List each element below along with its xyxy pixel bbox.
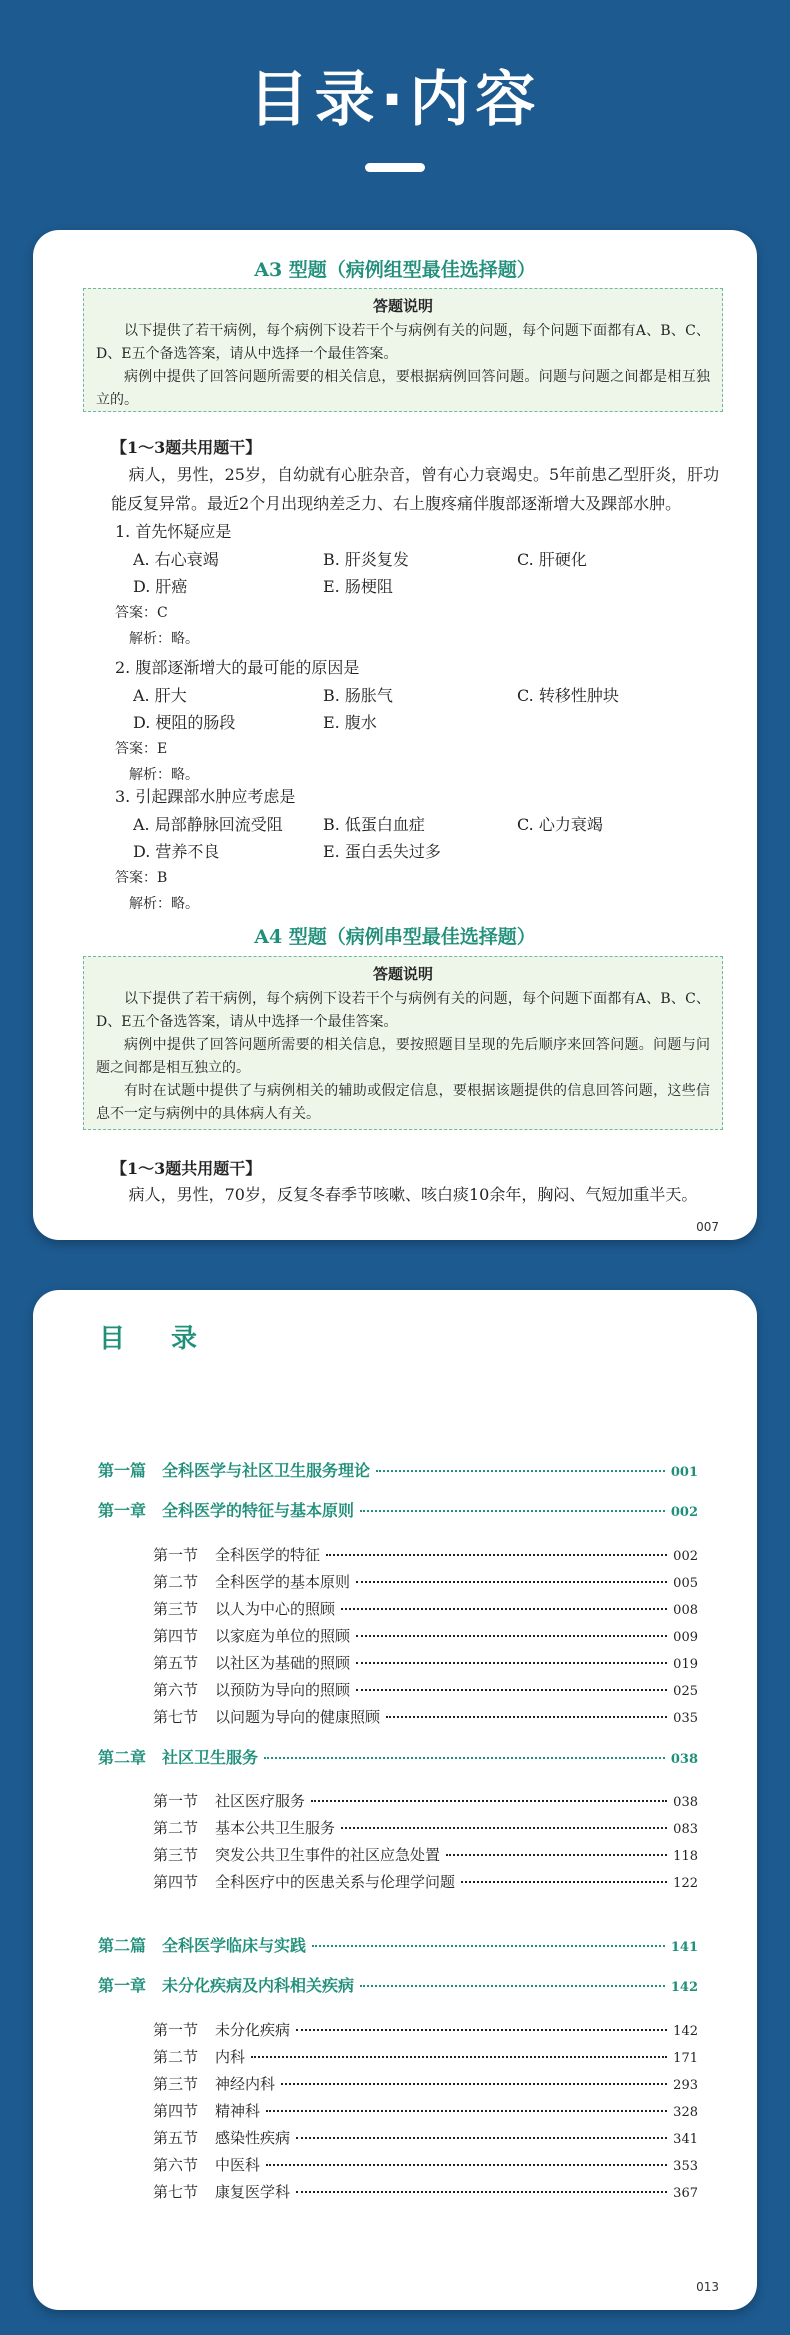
toc-entry-section [153, 1679, 698, 1700]
toc-entry-section [153, 1625, 698, 1646]
toc-section-number: 第一节 [153, 1792, 199, 1810]
analysis-text: 解析：略。 [129, 631, 199, 647]
toc-dot-leader [296, 2137, 667, 2139]
a3-notice-paragraph: 以下提供了若干病例，每个病例下设若干个与病例有关的问题，每个问题下面都有A、B、C、D、E五个备选答案，请从中选择一个最佳答案。 [96, 323, 710, 362]
toc-entry-label: 第二章 社区卫生服务 [98, 1748, 259, 1767]
toc-section-number: 第三节 [153, 1600, 199, 1618]
toc-section-number: 第五节 [153, 1654, 199, 1672]
option-d: D. 营养不良 [133, 842, 220, 861]
answer-text: 答案：B [115, 870, 168, 886]
toc-dot-leader [264, 1757, 665, 1759]
toc-entry-page: 367 [673, 2186, 698, 2201]
toc-entry-label: 以社区为基础的照顾 [215, 1654, 351, 1672]
a4-notice-paragraph: 有时在试题中提供了与病例相关的辅助或假定信息，要根据该题提供的信息回答问题，这些信息不一定与病例中的具体病人有关。 [96, 1083, 710, 1122]
toc-dot-leader [360, 1510, 665, 1512]
toc-dot-leader [326, 1554, 667, 1556]
analysis-text: 解析：略。 [129, 896, 199, 912]
a4-notice-paragraph: 病例中提供了回答问题所需要的相关信息，要按照题目呈现的先后顺序来回答问题。问题与问题之间都是相互独立的。 [96, 1037, 710, 1076]
toc-entry-section [153, 1652, 698, 1673]
sample-page-questions [33, 230, 757, 1240]
page-number: 013 [696, 2280, 719, 2294]
a3-case-text: 病人，男性，25岁，自幼就有心脏杂音，曾有心力衰竭史。5年前患乙型肝炎，肝功能反复异常。最近2个月出现纳差乏力、右上腹疼痛伴腹部逐渐增大及踝部水肿。 [111, 465, 720, 513]
toc-entry-page: 005 [673, 1576, 698, 1591]
toc-section-number: 第一节 [153, 2021, 199, 2039]
a4-notice-paragraph: 以下提供了若干病例，每个病例下设若干个与病例有关的问题，每个问题下面都有A、B、C、D、E五个备选答案，请从中选择一个最佳答案。 [96, 991, 710, 1030]
toc-section-number: 第六节 [153, 2156, 199, 2174]
a4-notice-box [83, 956, 723, 1130]
toc-section-number: 第七节 [153, 2183, 199, 2201]
toc-entry-label: 第一篇 全科医学与社区卫生服务理论 [98, 1461, 371, 1480]
toc-entry-section [153, 1817, 698, 1838]
analysis-text: 解析：略。 [129, 767, 199, 783]
answer-text: 答案：C [115, 605, 168, 621]
question-stem: 3. 引起踝部水肿应考虑是 [115, 787, 296, 806]
toc-dot-leader [376, 1470, 665, 1472]
toc-entry-label: 第一章 全科医学的特征与基本原则 [98, 1501, 355, 1520]
toc-entry-label: 第二篇 全科医学临床与实践 [98, 1936, 307, 1955]
toc-entry-page: 141 [670, 1940, 698, 1955]
toc-dot-leader [296, 2191, 667, 2193]
toc-dot-leader [312, 1945, 665, 1947]
banner-title: 目录·内容 [248, 65, 542, 135]
toc-entry-label: 全科医学的基本原则 [215, 1573, 351, 1591]
option-d: D. 梗阻的肠段 [133, 713, 236, 732]
toc-entry-page: 008 [673, 1603, 698, 1618]
option-b: B. 低蛋白血症 [323, 815, 425, 834]
a3-group-head: 【1～3题共用题干】 [111, 438, 262, 457]
toc-entry-page: 001 [670, 1465, 698, 1480]
a3-question-3 [111, 783, 731, 917]
banner-underline [365, 163, 425, 172]
toc-entry-label: 第一章 未分化疾病及内科相关疾病 [98, 1976, 355, 1995]
toc-section-number: 第三节 [153, 1846, 199, 1864]
toc-section-number: 第三节 [153, 2075, 199, 2093]
table-of-contents-page [33, 1290, 757, 2310]
toc-section-number: 第六节 [153, 1681, 199, 1699]
toc-section-number: 第二节 [153, 2048, 199, 2066]
toc-entry-page: 002 [673, 1549, 698, 1564]
toc-entry-page: 293 [673, 2078, 698, 2093]
toc-section-number: 第七节 [153, 1708, 199, 1726]
toc-dot-leader [266, 2110, 667, 2112]
toc-entry-part [98, 1745, 698, 1768]
a4-notice-title: 答题说明 [372, 965, 433, 983]
toc-entry-page: 025 [673, 1684, 698, 1699]
toc-dot-leader [356, 1581, 667, 1583]
toc-entry-label: 内科 [215, 2048, 246, 2066]
a3-notice-paragraph: 病例中提供了回答问题所需要的相关信息，要根据病例回答问题。问题与问题之间都是相互独立的。 [96, 369, 710, 408]
toc-entry-label: 感染性疾病 [215, 2129, 291, 2147]
toc-dot-leader [356, 1689, 667, 1691]
toc-dot-leader [341, 1608, 667, 1610]
toc-entry-page: 341 [673, 2132, 698, 2147]
a3-question-2 [111, 654, 731, 788]
toc-section-number: 第四节 [153, 1873, 199, 1891]
toc-dot-leader [386, 1716, 667, 1718]
toc-entry-page: 122 [673, 1876, 698, 1891]
toc-entry-page: 019 [673, 1657, 698, 1672]
toc-entry-page: 002 [670, 1505, 698, 1520]
toc-section-number: 第四节 [153, 1627, 199, 1645]
toc-title: 目 录 [99, 1324, 208, 1354]
toc-entry-section [153, 2154, 698, 2175]
option-a: A. 肝大 [133, 686, 187, 705]
toc-entry-section [153, 2073, 698, 2094]
option-e: E. 肠梗阻 [323, 577, 393, 596]
option-d: D. 肝癌 [133, 577, 188, 596]
option-e: E. 腹水 [323, 713, 377, 732]
toc-entry-page: 142 [670, 1980, 698, 1995]
toc-entry-section [153, 2019, 698, 2040]
page-number: 007 [696, 1220, 719, 1234]
toc-entry-section [153, 1706, 698, 1727]
toc-entry-label: 精神科 [215, 2102, 261, 2120]
toc-entry-page: 118 [673, 1849, 698, 1864]
toc-dot-leader [251, 2056, 667, 2058]
question-stem: 1. 首先怀疑应是 [115, 522, 232, 541]
toc-entry-page: 009 [673, 1630, 698, 1645]
a4-case-text: 病人，男性，70岁，反复冬春季节咳嗽、咳白痰10余年，胸闷、气短加重半天。 [128, 1185, 698, 1204]
toc-dot-leader [360, 1985, 665, 1987]
toc-entry-label: 全科医疗中的医患关系与伦理学问题 [215, 1873, 456, 1891]
toc-entry-page: 035 [673, 1711, 698, 1726]
toc-dot-leader [356, 1662, 667, 1664]
toc-entry-section [153, 2127, 698, 2148]
option-a: A. 局部静脉回流受阻 [133, 815, 283, 834]
a3-heading: A3 型题（病例组型最佳选择题） [254, 259, 536, 281]
toc-dot-leader [446, 1854, 667, 1856]
option-c: C. 肝硬化 [517, 550, 587, 569]
toc-entry-label: 基本公共卫生服务 [215, 1819, 336, 1837]
toc-section-number: 第四节 [153, 2102, 199, 2120]
toc-entry-page: 328 [673, 2105, 698, 2120]
toc-entry-part [98, 1498, 698, 1521]
toc-section-number: 第一节 [153, 1546, 199, 1564]
toc-entry-section [153, 1598, 698, 1619]
a3-notice-title: 答题说明 [372, 297, 433, 315]
toc-dot-leader [311, 1800, 667, 1802]
option-c: C. 心力衰竭 [517, 815, 603, 834]
toc-entry-label: 中医科 [215, 2156, 261, 2174]
toc-entry-label: 神经内科 [215, 2075, 276, 2093]
toc-entry-part [98, 1933, 698, 1956]
option-c: C. 转移性肿块 [517, 686, 619, 705]
toc-dot-leader [461, 1881, 667, 1883]
toc-entry-page: 353 [673, 2159, 698, 2174]
toc-entry-label: 以人为中心的照顾 [215, 1600, 336, 1618]
toc-entry-section [153, 1790, 698, 1811]
toc-dot-leader [266, 2164, 667, 2166]
toc-entry-label: 康复医学科 [215, 2183, 291, 2201]
a4-heading: A4 型题（病例串型最佳选择题） [254, 926, 536, 948]
toc-dot-leader [356, 1635, 667, 1637]
toc-entry-label: 社区医疗服务 [215, 1792, 306, 1810]
toc-entry-section [153, 1844, 698, 1865]
toc-entry-section [153, 2100, 698, 2121]
a4-group-head: 【1～3题共用题干】 [111, 1159, 262, 1178]
toc-entry-section [153, 2181, 698, 2202]
banner [0, 0, 790, 230]
toc-section-number: 第五节 [153, 2129, 199, 2147]
toc-entry-page: 171 [673, 2051, 698, 2066]
toc-entry-part [98, 1458, 698, 1481]
toc-entry-section [153, 1871, 698, 1892]
option-a: A. 右心衰竭 [133, 550, 219, 569]
option-e: E. 蛋白丢失过多 [323, 842, 441, 861]
toc-entry-label: 以问题为导向的健康照顾 [215, 1708, 381, 1726]
toc-entry-page: 083 [673, 1822, 698, 1837]
toc-entry-label: 以预防为导向的照顾 [215, 1681, 351, 1699]
toc-dot-leader [341, 1827, 667, 1829]
question-stem: 2. 腹部逐渐增大的最可能的原因是 [115, 658, 360, 677]
toc-dot-leader [296, 2029, 667, 2031]
toc-entry-label: 全科医学的特征 [215, 1546, 321, 1564]
toc-entry-label: 未分化疾病 [215, 2021, 291, 2039]
option-b: B. 肠胀气 [323, 686, 393, 705]
toc-dot-leader [281, 2083, 667, 2085]
a3-notice-box [83, 288, 723, 412]
toc-entry-section [153, 2046, 698, 2067]
a3-question-1 [111, 518, 731, 652]
toc-entry-page: 038 [670, 1752, 698, 1767]
option-b: B. 肝炎复发 [323, 550, 409, 569]
toc-entry-section [153, 1571, 698, 1592]
toc-entry-part [98, 1973, 698, 1996]
toc-entry-label: 以家庭为单位的照顾 [215, 1627, 351, 1645]
toc-entry-page: 142 [673, 2024, 698, 2039]
answer-text: 答案：E [115, 741, 168, 757]
toc-entry-label: 突发公共卫生事件的社区应急处置 [215, 1846, 441, 1864]
toc-section-number: 第二节 [153, 1573, 199, 1591]
toc-entry-page: 038 [673, 1795, 698, 1810]
toc-section-number: 第二节 [153, 1819, 199, 1837]
toc-entry-section [153, 1544, 698, 1565]
